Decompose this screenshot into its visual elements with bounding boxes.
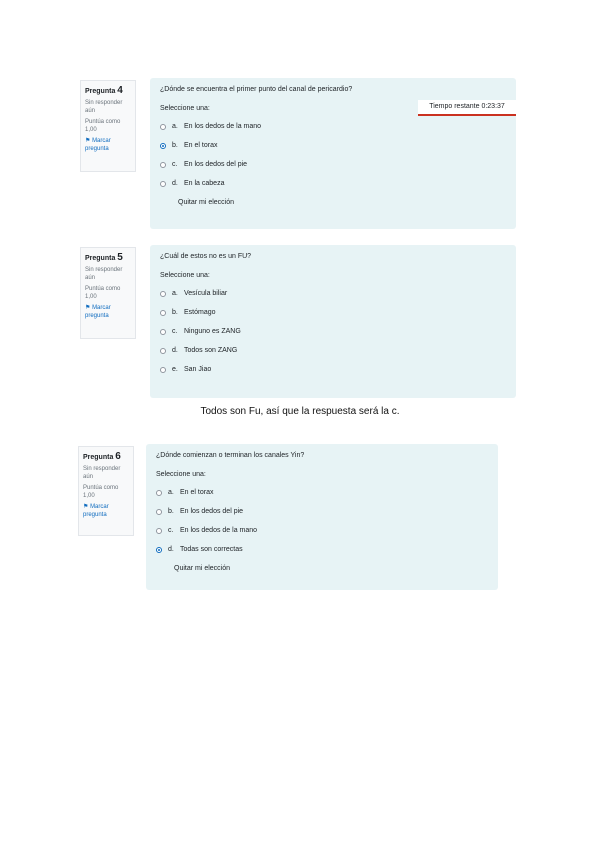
flag-label: Marcar pregunta — [83, 504, 109, 518]
radio-button[interactable] — [160, 181, 166, 187]
flag-label: Marcar pregunta — [85, 305, 111, 319]
option-label: San Jiao — [184, 366, 212, 373]
option-label: En los dedos de la mano — [184, 123, 262, 130]
question-number — [85, 85, 131, 96]
question-status: Sin responder aún — [85, 100, 123, 114]
flag-question-link[interactable] — [83, 503, 129, 519]
question-points: Puntúa como 1,00 — [85, 119, 121, 133]
option-letter: e. — [172, 366, 178, 373]
option-label: Ninguno es ZANG — [184, 328, 241, 335]
question-text: ¿Dónde comienzan o terminan los canales Yin? — [156, 452, 305, 459]
option-letter: a. — [172, 123, 178, 130]
option-label: En los dedos de la mano — [180, 527, 258, 534]
question-text: ¿Cuál de estos no es un FU? — [160, 253, 252, 260]
option-label: Estómago — [184, 309, 216, 316]
option-letter: c. — [172, 161, 178, 168]
option-letter: b. — [172, 142, 178, 149]
option-letter: d. — [168, 546, 174, 553]
question-points: Puntúa como 1,00 — [83, 485, 119, 499]
question-number — [85, 252, 131, 263]
answer-option[interactable] — [160, 341, 506, 360]
option-letter: c. — [172, 328, 178, 335]
answer-option[interactable] — [160, 136, 506, 155]
option-label: En los dedos del pie — [184, 161, 248, 168]
question-prompt: Seleccione una: — [160, 272, 210, 279]
radio-button[interactable] — [156, 547, 162, 553]
answer-option[interactable] — [160, 155, 506, 174]
option-letter: d. — [172, 180, 178, 187]
radio-button[interactable] — [160, 329, 166, 335]
question-number-value: 6 — [115, 451, 121, 462]
option-label: En los dedos del pie — [180, 508, 244, 515]
question-info-6 — [78, 446, 134, 536]
radio-button[interactable] — [160, 348, 166, 354]
clear-choice-link[interactable]: Quitar mi elección — [178, 199, 235, 206]
radio-button[interactable] — [160, 310, 166, 316]
answer-option[interactable] — [156, 502, 488, 521]
radio-button[interactable] — [160, 124, 166, 130]
answer-option[interactable] — [160, 360, 506, 379]
option-label: En la cabeza — [184, 180, 225, 187]
answer-note: Todos son Fu, así que la respuesta será la c. — [200, 406, 400, 417]
option-label: Todos son ZANG — [184, 347, 238, 354]
question-status: Sin responder aún — [83, 466, 121, 480]
radio-button[interactable] — [156, 509, 162, 515]
option-label: Todas son correctas — [180, 546, 243, 553]
option-letter: a. — [168, 489, 174, 496]
flag-question-link[interactable] — [85, 304, 131, 320]
question-info-4 — [80, 80, 136, 172]
question-card-5 — [150, 245, 516, 398]
question-status: Sin responder aún — [85, 267, 123, 281]
answer-option[interactable] — [156, 483, 488, 502]
question-prefix: Pregunta — [83, 454, 114, 461]
option-label: En el torax — [184, 142, 218, 149]
radio-button[interactable] — [160, 367, 166, 373]
flag-icon: ⚑ — [83, 504, 89, 510]
option-letter: b. — [172, 309, 178, 316]
option-letter: b. — [168, 508, 174, 515]
question-info-5 — [80, 247, 136, 339]
flag-label: Marcar pregunta — [85, 138, 111, 152]
question-prompt: Seleccione una: — [156, 471, 206, 478]
question-prompt: Seleccione una: — [160, 105, 210, 112]
answer-option[interactable] — [156, 540, 488, 559]
option-label: En el torax — [180, 489, 214, 496]
option-letter: a. — [172, 290, 178, 297]
answer-option[interactable] — [160, 174, 506, 193]
question-prefix: Pregunta — [85, 255, 116, 262]
flag-icon: ⚑ — [85, 305, 91, 311]
question-number-value: 5 — [117, 252, 123, 263]
answer-option[interactable] — [160, 117, 506, 136]
flag-question-link[interactable] — [85, 137, 131, 153]
time-remaining-badge: Tiempo restante 0:23:37 — [418, 100, 516, 116]
radio-button[interactable] — [160, 162, 166, 168]
answer-option[interactable] — [160, 322, 506, 341]
option-label: Vesícula biliar — [184, 290, 228, 297]
question-text: ¿Dónde se encuentra el primer punto del canal de pericardio? — [160, 86, 353, 93]
answer-option[interactable] — [156, 521, 488, 540]
clear-choice-link[interactable]: Quitar mi elección — [174, 565, 231, 572]
question-card-6 — [146, 444, 498, 590]
question-number — [83, 451, 129, 462]
flag-icon: ⚑ — [85, 138, 91, 144]
radio-button[interactable] — [156, 528, 162, 534]
radio-button[interactable] — [160, 291, 166, 297]
question-points: Puntúa como 1,00 — [85, 286, 121, 300]
radio-button[interactable] — [156, 490, 162, 496]
option-letter: d. — [172, 347, 178, 354]
question-prefix: Pregunta — [85, 88, 116, 95]
answer-option[interactable] — [160, 303, 506, 322]
question-number-value: 4 — [117, 85, 123, 96]
radio-button[interactable] — [160, 143, 166, 149]
option-letter: c. — [168, 527, 174, 534]
answer-option[interactable] — [160, 284, 506, 303]
